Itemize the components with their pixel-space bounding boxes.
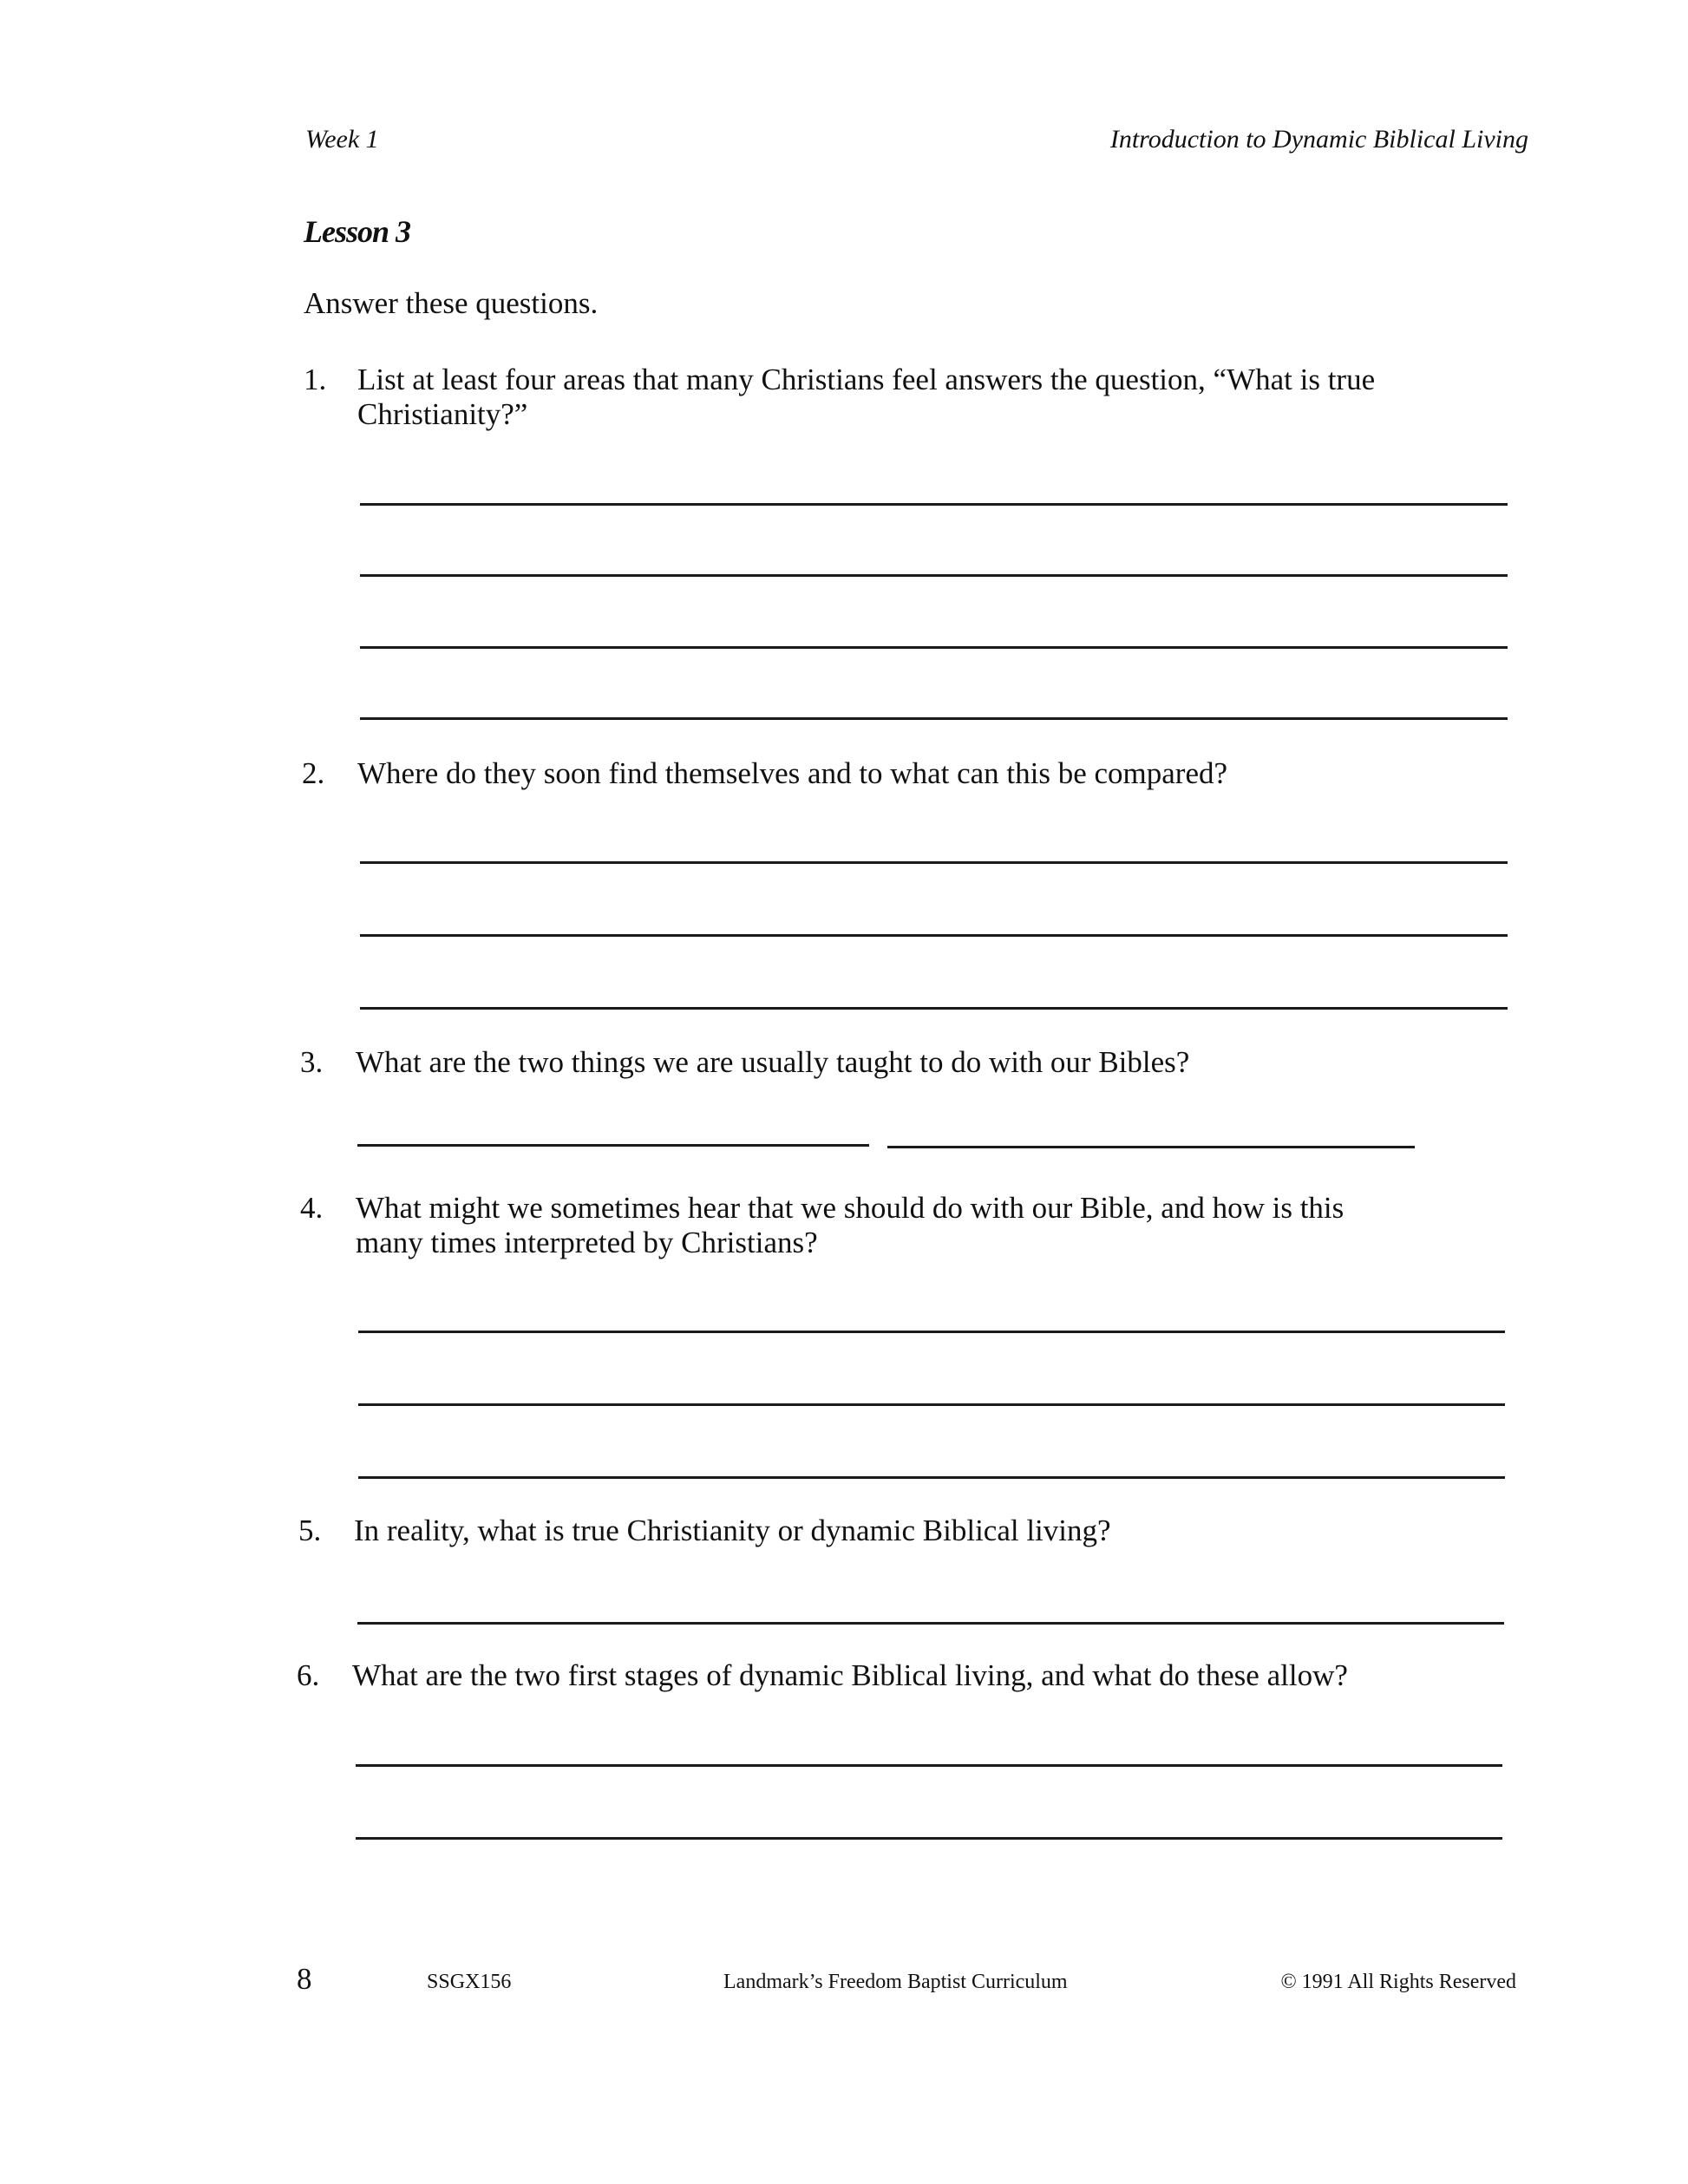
footer-copyright: © 1991 All Rights Reserved: [1280, 1971, 1516, 1993]
question-number: 6.: [297, 1658, 320, 1692]
footer-code: SSGX156: [427, 1971, 512, 1993]
answer-line[interactable]: [360, 646, 1508, 649]
question-text-line: What might we sometimes hear that we should do with our Bible, and how is this: [356, 1191, 1345, 1225]
header-course-title: Introduction to Dynamic Biblical Living: [1109, 125, 1528, 154]
answer-line[interactable]: [357, 1144, 869, 1147]
answer-line[interactable]: [360, 934, 1508, 937]
page-number: 8: [297, 1962, 312, 1996]
header-week: Week 1: [305, 125, 379, 154]
answer-line[interactable]: [887, 1146, 1415, 1148]
answer-line[interactable]: [358, 1476, 1505, 1479]
question-number: 2.: [302, 756, 325, 790]
footer-publisher: Landmark’s Freedom Baptist Curriculum: [723, 1971, 1068, 1993]
instructions: Answer these questions.: [304, 286, 599, 320]
answer-line[interactable]: [360, 1007, 1508, 1010]
answer-line[interactable]: [358, 1403, 1505, 1406]
question-number: 5.: [298, 1514, 322, 1547]
lesson-title: Lesson 3: [304, 214, 411, 249]
question-text-line: List at least four areas that many Christians feel answers the question, “What is true: [357, 363, 1376, 396]
question-number: 4.: [300, 1191, 324, 1225]
answer-line[interactable]: [358, 1331, 1505, 1333]
answer-line[interactable]: [360, 717, 1508, 720]
question-text-line: What are the two things we are usually taught to do with our Bibles?: [356, 1045, 1190, 1079]
answer-line[interactable]: [356, 1837, 1502, 1840]
answer-line[interactable]: [357, 1622, 1504, 1625]
question-text-line: Christianity?”: [357, 397, 528, 431]
question-text-line: many times interpreted by Christians?: [356, 1226, 818, 1259]
answer-line[interactable]: [356, 1764, 1502, 1767]
answer-line[interactable]: [360, 574, 1508, 577]
question-number: 1.: [304, 363, 327, 396]
question-text-line: What are the two first stages of dynamic Biblical living, and what do these allow?: [352, 1658, 1348, 1692]
answer-line[interactable]: [360, 503, 1508, 506]
question-number: 3.: [300, 1045, 324, 1079]
answer-line[interactable]: [360, 861, 1508, 864]
question-text-line: In reality, what is true Christianity or dynamic Biblical living?: [354, 1514, 1111, 1547]
question-text-line: Where do they soon find themselves and to what can this be compared?: [357, 756, 1228, 790]
